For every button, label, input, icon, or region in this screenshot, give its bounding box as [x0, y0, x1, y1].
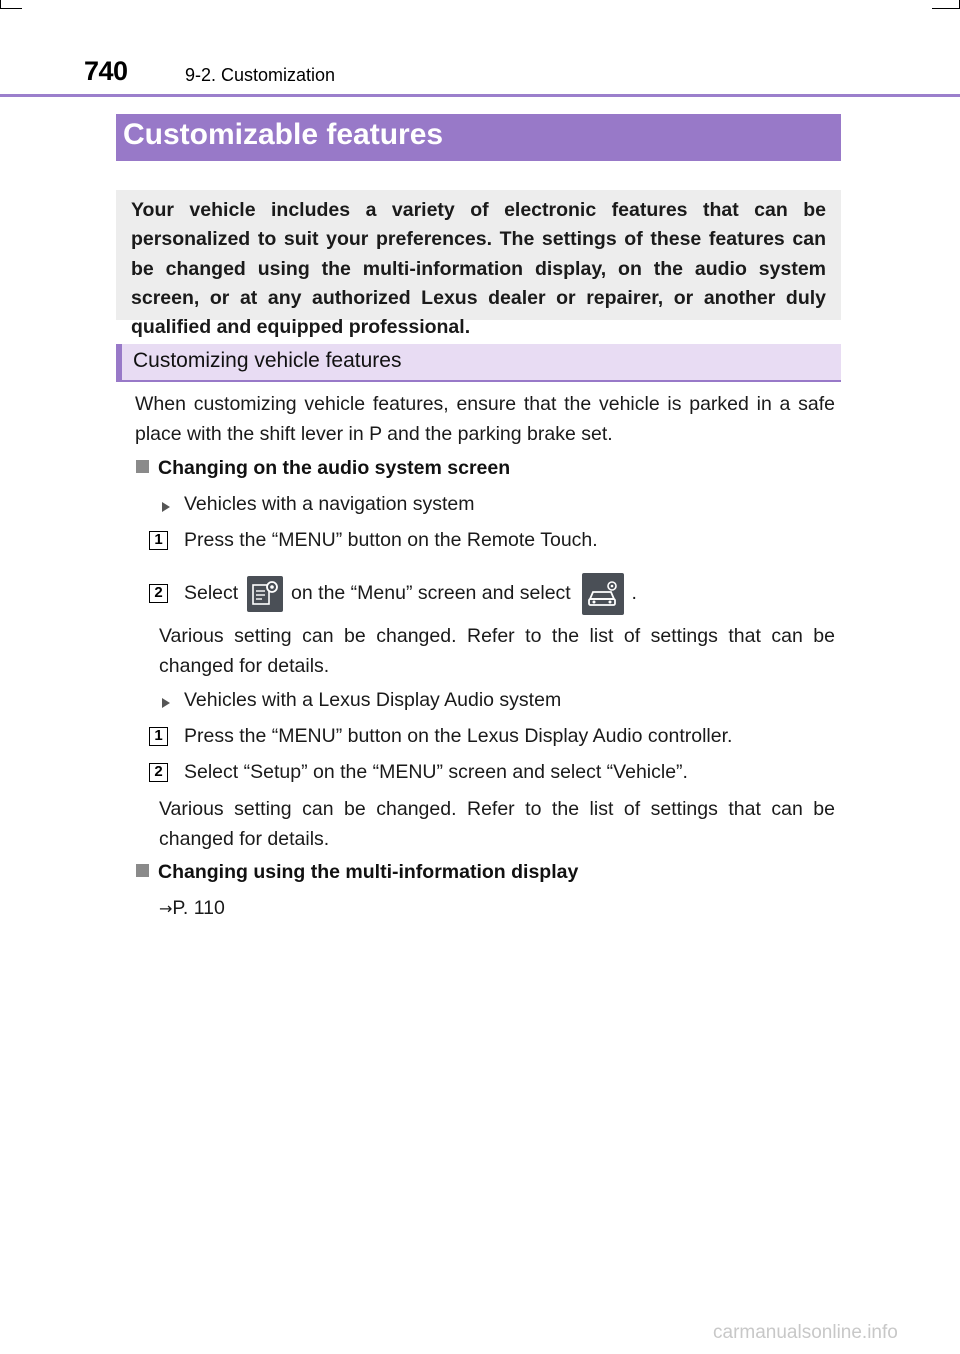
page-title: Customizable features	[123, 118, 444, 151]
lda-step-2: Select “Setup” on the “MENU” screen and select “Vehicle”.	[184, 761, 688, 783]
nav-label: Vehicles with a navigation system	[184, 493, 475, 515]
nav-step-2	[184, 570, 637, 616]
page-header	[0, 52, 960, 98]
subsection-accent	[116, 344, 122, 380]
setup-gear-icon	[247, 576, 283, 612]
triangle-bullet-icon	[162, 502, 170, 512]
nav-step-2-middle: on the “Menu” screen and select	[291, 582, 571, 604]
nav-step-2-end: .	[631, 582, 637, 604]
triangle-bullet-icon	[162, 698, 170, 708]
heading-square-icon	[136, 864, 149, 877]
mid-heading-text: Changing using the multi-information display	[158, 861, 579, 883]
right-arrow-icon: →	[159, 899, 173, 918]
subsection-bar	[116, 344, 841, 382]
section-reference: 9-2. Customization	[185, 65, 336, 85]
vehicle-settings-icon	[582, 573, 624, 615]
audio-heading-text: Changing on the audio system screen	[158, 457, 511, 479]
lda-note: Various setting can be changed. Refer to the list of settings that can be changed for details.	[159, 798, 835, 850]
intro-box	[116, 190, 841, 339]
caution-paragraph: When customizing vehicle features, ensure that the vehicle is parked in a safe place with the shift lever in P and the parking brake set.	[135, 393, 835, 445]
mid-heading	[136, 861, 578, 884]
nav-step-1: Press the “MENU” button on the Remote Touch.	[184, 529, 598, 551]
lda-step-1: Press the “MENU” button on the Lexus Display Audio controller.	[184, 725, 733, 747]
title-bar	[116, 114, 841, 161]
audio-heading	[136, 457, 510, 480]
crop-mark	[0, 0, 1, 8]
nav-step-2-select: Select	[184, 582, 239, 604]
step-number: 1	[149, 727, 168, 746]
step-number: 2	[149, 763, 168, 782]
heading-square-icon	[136, 460, 149, 473]
intro-text: Your vehicle includes a variety of electronic features that can be personalized to suit your preferences. The settings of these features can be changed using the multi-information display, on the audio system screen, or at any authorized Lexus dealer or repairer, or another duly qualified and equipped professional.	[131, 199, 826, 339]
step-number: 2	[149, 584, 168, 603]
subsection-title: Customizing vehicle features	[133, 349, 402, 372]
page-reference[interactable]	[159, 897, 225, 920]
crop-mark	[0, 8, 22, 9]
step-number: 1	[149, 531, 168, 550]
header-rule	[0, 94, 960, 97]
crop-mark	[932, 8, 960, 9]
nav-note: Various setting can be changed. Refer to the list of settings that can be changed for details.	[159, 625, 835, 677]
watermark: carmanualsonline.info	[713, 1322, 898, 1343]
page-number: 740	[84, 56, 128, 86]
lda-label: Vehicles with a Lexus Display Audio system	[184, 689, 562, 711]
page-reference-text: P. 110	[172, 897, 225, 919]
